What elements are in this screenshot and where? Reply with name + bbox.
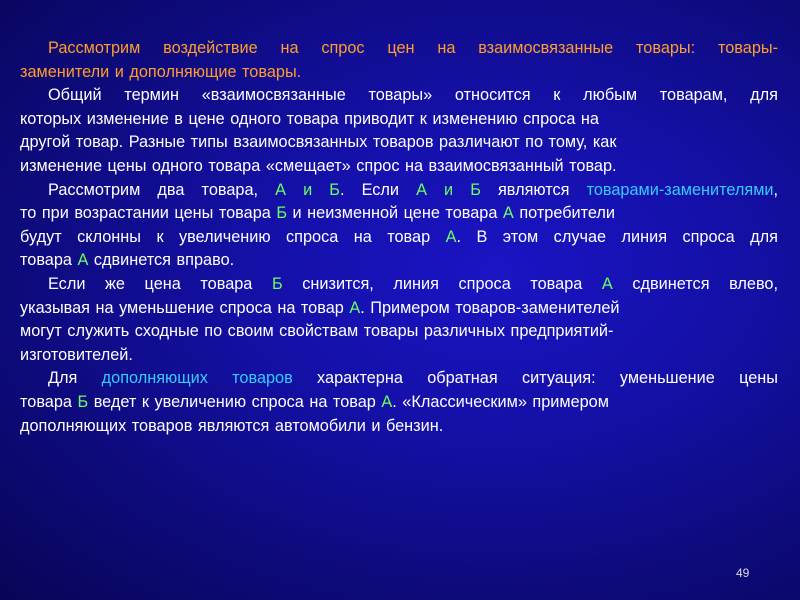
text-line	[20, 367, 778, 391]
text-line	[20, 37, 778, 61]
body-text: . Если	[339, 180, 417, 199]
goods-letter: А и Б	[275, 180, 340, 199]
text-line	[20, 108, 778, 132]
body-text: Общий термин «взаимосвязанные товары» относится к любым товарам, для	[48, 86, 778, 105]
body-text: ведет к увеличению спроса на товар	[88, 392, 382, 411]
body-text: характерна обратная ситуация: уменьшение цены	[292, 369, 778, 388]
text-line	[20, 202, 778, 226]
body-text: дополняющих товаров являются автомобили и бензин.	[20, 416, 444, 435]
body-text: другой товар. Разные типы взаимосвязанных товаров различают по тому, как	[20, 133, 617, 152]
goods-letter: А	[502, 204, 514, 223]
body-text: . Примером товаров-заменителей	[360, 298, 620, 317]
goods-letter: Б	[271, 274, 283, 293]
text-line	[20, 179, 778, 203]
body-text: изменение цены одного товара «смещает» спрос на взаимосвязанный товар.	[20, 156, 617, 175]
goods-letter: Б	[77, 392, 89, 411]
text-line	[20, 344, 778, 368]
body-text: изготовителей.	[20, 345, 133, 364]
body-text: Для	[48, 369, 102, 388]
body-text: Если же цена товара	[48, 274, 272, 293]
goods-letter: А	[349, 298, 361, 317]
body-text: будут склонны к увеличению спроса на товар	[20, 227, 446, 246]
body-text: товара	[20, 251, 78, 270]
term-highlight: дополняющих товаров	[101, 369, 293, 388]
goods-letter: А	[445, 227, 457, 246]
body-text: Рассмотрим два товара,	[48, 180, 276, 199]
slide-body	[20, 37, 778, 438]
text-line	[20, 320, 778, 344]
body-text: являются	[480, 180, 587, 199]
text-line	[20, 391, 778, 415]
text-line	[20, 415, 778, 439]
body-text: снизится, линия спроса товара	[282, 274, 602, 293]
body-text: то при возрастании цены товара	[20, 204, 277, 223]
text-line	[20, 61, 778, 85]
body-text: . «Классическим» примером	[392, 392, 609, 411]
body-text: сдвинется вправо.	[88, 251, 235, 270]
page-number: 49	[736, 566, 750, 580]
goods-letter: А	[77, 251, 89, 270]
goods-letter: А и Б	[416, 180, 481, 199]
body-text: указывая на уменьшение спроса на товар	[20, 298, 350, 317]
body-text: и неизменной цене товара	[287, 204, 503, 223]
body-text: которых изменение в цене одного товара приводит к изменению спроса на	[20, 109, 599, 128]
heading-text: Рассмотрим воздействие на спрос цен на взаимосвязанные товары: товары-	[48, 39, 778, 57]
goods-letter: Б	[276, 204, 288, 223]
text-line	[20, 131, 778, 155]
body-text: потребители	[513, 204, 616, 223]
body-text: товара	[20, 392, 78, 411]
goods-letter: А	[381, 392, 393, 411]
text-line	[20, 155, 778, 179]
text-line	[20, 226, 778, 250]
body-text: могут служить сходные по своим свойствам товары различных предприятий-	[20, 322, 614, 341]
text-line	[20, 84, 778, 108]
heading-text: заменители и дополняющие товары.	[20, 62, 302, 81]
text-line	[20, 249, 778, 273]
body-text: ,	[773, 180, 778, 199]
body-text: . В этом случае линия спроса для	[456, 227, 778, 246]
goods-letter: А	[601, 274, 613, 293]
body-text: сдвинется влево,	[612, 274, 778, 293]
term-highlight: товарами-заменителями	[586, 180, 774, 199]
text-line	[20, 297, 778, 321]
text-line	[20, 273, 778, 297]
